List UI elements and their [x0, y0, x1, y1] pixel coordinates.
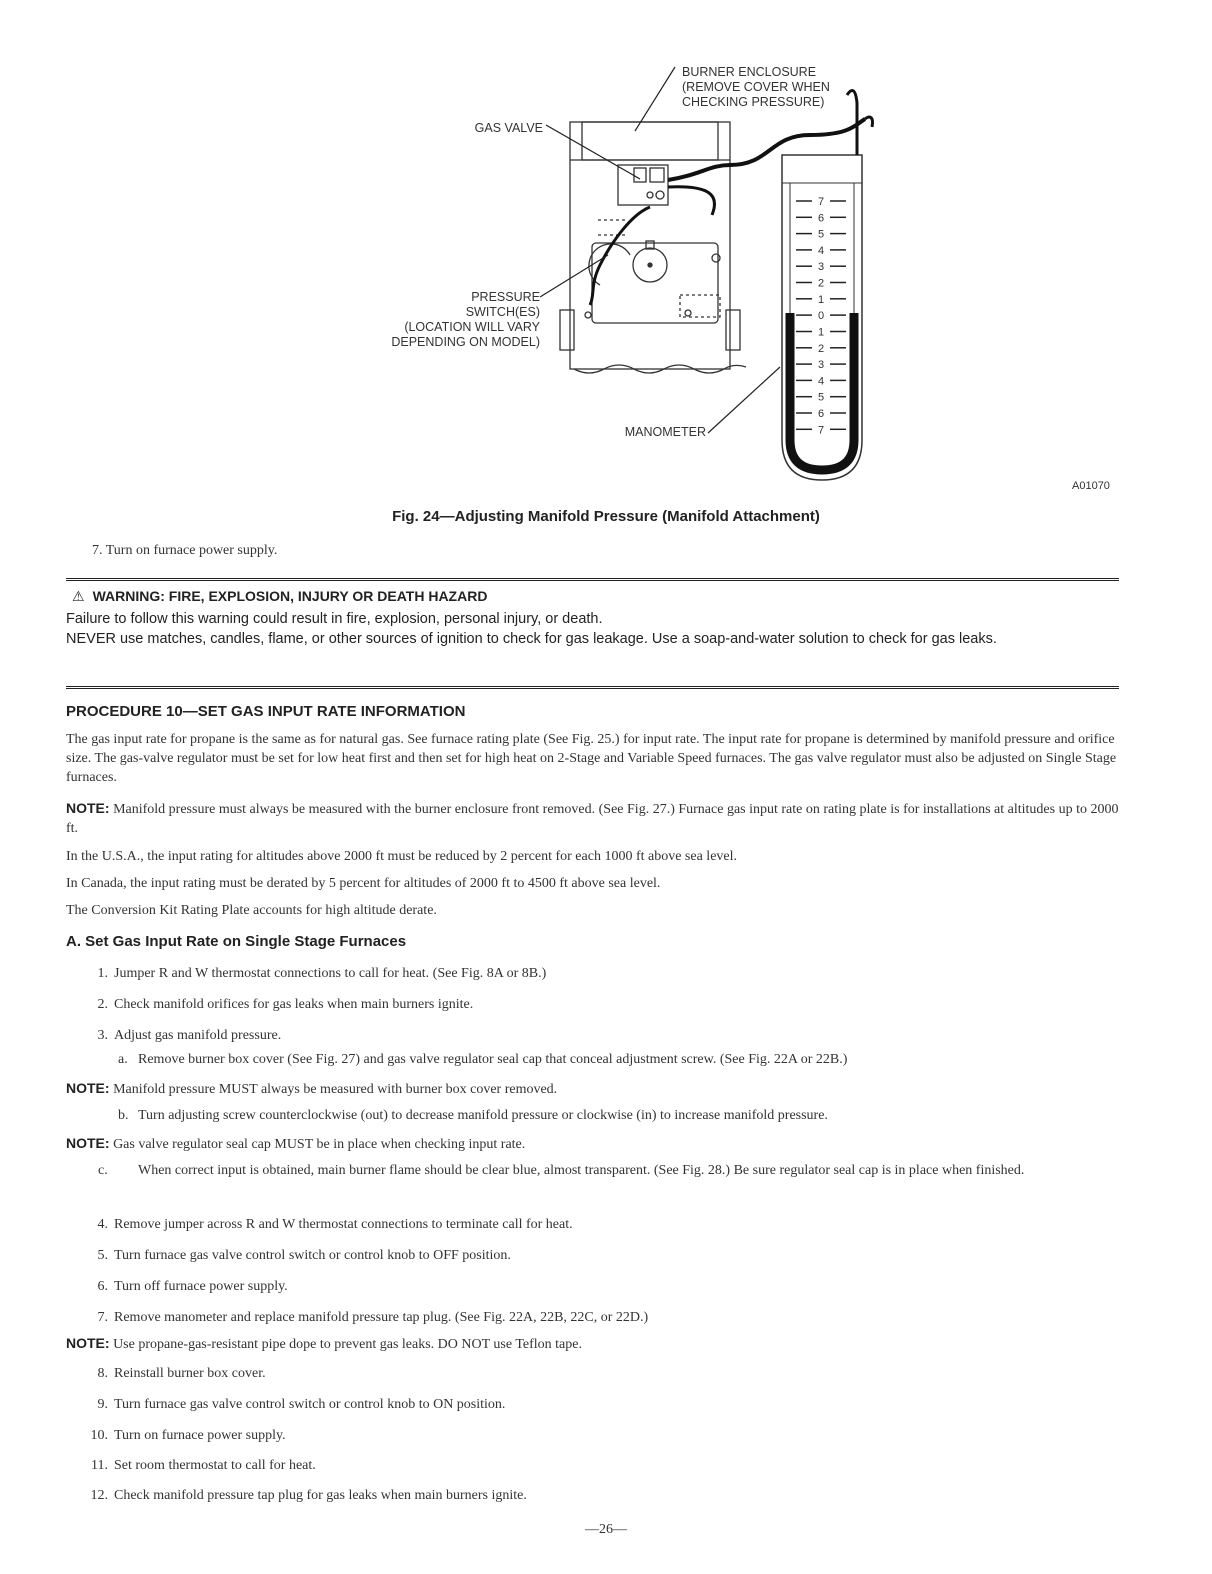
- sub-step-letter: c.: [98, 1163, 108, 1178]
- step-text: Jumper R and W thermostat connections to call for heat. (See Fig. 8A or 8B.): [114, 966, 547, 981]
- scale-lower-label: 7: [817, 424, 825, 437]
- warning-bottom-rule: [66, 686, 1119, 689]
- sub-step-c: [98, 1161, 1138, 1180]
- warning-line-1: Failure to follow this warning could result in fire, explosion, personal injury, or death.: [66, 611, 603, 627]
- step-number: 4.: [97, 1217, 108, 1232]
- step-text: Remove manometer and replace manifold pressure tap plug. (See Fig. 22A, 22B, 22C, or 22D.): [114, 1310, 649, 1325]
- scale-upper-label: 6: [817, 212, 825, 225]
- list-item: [86, 1277, 288, 1296]
- label-gas-valve: GAS VALVE: [474, 121, 543, 135]
- note-label: NOTE:: [66, 1335, 110, 1351]
- step-number: 5.: [97, 1248, 108, 1263]
- figure-id: A01070: [1072, 480, 1110, 492]
- label-pressure-switch-2: SWITCH(ES): [465, 305, 540, 319]
- step-text: Remove jumper across R and W thermostat connections to terminate call for heat.: [114, 1217, 573, 1232]
- note-label: NOTE:: [66, 1135, 110, 1151]
- step-text: Turn off furnace power supply.: [114, 1279, 288, 1294]
- warning-triangle-icon: ⚠: [72, 588, 85, 604]
- list-item: [86, 1215, 573, 1234]
- warning-title: [72, 588, 487, 605]
- warning-body: [66, 609, 1120, 649]
- step-number: 7.: [97, 1310, 108, 1325]
- list-item: [86, 1364, 266, 1383]
- note-4: [66, 1334, 582, 1354]
- switch-tube: [590, 207, 650, 305]
- sub-step-letter: b.: [118, 1108, 129, 1123]
- list-item: [86, 1486, 527, 1505]
- note-label: NOTE:: [66, 1080, 110, 1096]
- list-item: [86, 1426, 286, 1445]
- list-item: [86, 995, 473, 1014]
- list-item: [86, 1456, 316, 1475]
- list-item: [86, 1246, 511, 1265]
- sub-step-text: When correct input is obtained, main burner flame should be clear blue, almost transparent. (See Fig. 28.) Be sure regulator seal cap is in place when finished.: [138, 1163, 1025, 1178]
- note-3: [66, 1134, 525, 1154]
- sub-step-a: [118, 1050, 1118, 1069]
- step-number: 10.: [90, 1428, 108, 1443]
- scale-lower-label: 1: [817, 326, 825, 339]
- label-manometer: MANOMETER: [624, 425, 706, 439]
- scale-upper-label: 3: [817, 261, 825, 274]
- scale-lower-label: 6: [817, 408, 825, 420]
- section-a-title: A. Set Gas Input Rate on Single Stage Furnaces: [66, 933, 407, 950]
- step-text: Turn on furnace power supply.: [114, 1428, 286, 1443]
- sub-step-b: [118, 1106, 1118, 1125]
- procedure-note-1: [66, 799, 1120, 838]
- scale-upper-label: 1: [817, 293, 825, 306]
- scale-lower-label: 4: [817, 375, 825, 388]
- list-item: [86, 964, 546, 983]
- step-number: 6.: [97, 1279, 108, 1294]
- warning-title-text: WARNING: FIRE, EXPLOSION, INJURY OR DEATH HAZARD: [92, 588, 488, 604]
- step-number: 11.: [91, 1458, 108, 1473]
- note-text: Gas valve regulator seal cap MUST be in place when checking input rate.: [113, 1137, 526, 1152]
- step-text: Turn on furnace power supply.: [105, 543, 278, 558]
- sub-step-text: Turn adjusting screw counterclockwise (out) to decrease manifold pressure or clockwise (in) to increase manifold pressure.: [138, 1108, 828, 1123]
- label-burner-enclosure-3: CHECKING PRESSURE): [682, 95, 825, 109]
- procedure-paragraph-4: The Conversion Kit Rating Plate accounts for high altitude derate.: [66, 903, 437, 918]
- scale-lower-label: 5: [817, 391, 825, 404]
- manifold-pressure-figure: [350, 55, 1140, 495]
- scale-lower-label: 3: [817, 359, 825, 372]
- step-number: 8.: [97, 1366, 108, 1381]
- step-text: Adjust gas manifold pressure.: [114, 1028, 282, 1043]
- list-item: [86, 1395, 505, 1414]
- step-number: 7.: [92, 543, 103, 558]
- scale-upper-label: 7: [817, 196, 825, 208]
- figure-caption: Fig. 24—Adjusting Manifold Pressure (Manifold Attachment): [392, 508, 820, 525]
- step-number: 9.: [97, 1397, 108, 1412]
- label-pressure-switch-3: (LOCATION WILL VARY: [404, 320, 540, 334]
- note-label: NOTE:: [66, 800, 110, 816]
- label-burner-enclosure-2: (REMOVE COVER WHEN: [682, 80, 830, 94]
- step-text: Check manifold orifices for gas leaks when main burners ignite.: [114, 997, 474, 1012]
- list-item: [92, 541, 277, 560]
- list-item: [86, 1308, 648, 1327]
- sub-step-text: Remove burner box cover (See Fig. 27) and gas valve regulator seal cap that conceal adjustment screw. (See Fig. 22A or 22B.): [138, 1052, 848, 1067]
- procedure-title: PROCEDURE 10—SET GAS INPUT RATE INFORMATION: [66, 703, 466, 720]
- warning-line-2: NEVER use matches, candles, flame, or other sources of ignition to check for gas leakage. Use a soap-and-water solution to check for gas leaks.: [66, 631, 997, 647]
- step-text: Check manifold pressure tap plug for gas leaks when main burners ignite.: [114, 1488, 527, 1503]
- step-number: 2.: [97, 997, 108, 1012]
- step-text: Turn furnace gas valve control switch or control knob to ON position.: [114, 1397, 506, 1412]
- scale-lower-label: 2: [817, 342, 825, 355]
- step-number: 3.: [97, 1028, 108, 1043]
- note-text: Manifold pressure MUST always be measured with burner box cover removed.: [113, 1082, 558, 1097]
- step-number: 12.: [90, 1488, 108, 1503]
- scale-upper-label: 5: [817, 228, 825, 241]
- label-burner-enclosure-1: BURNER ENCLOSURE: [682, 65, 817, 79]
- scale-upper-label: 2: [817, 277, 825, 290]
- note-2: [66, 1079, 557, 1099]
- procedure-paragraph-3: In Canada, the input rating must be derated by 5 percent for altitudes of 2000 ft to 4500 ft above sea level.: [66, 876, 661, 891]
- warning-top-rule: [66, 578, 1119, 581]
- step-text: Reinstall burner box cover.: [114, 1366, 266, 1381]
- step-text: Turn furnace gas valve control switch or control knob to OFF position.: [114, 1248, 511, 1263]
- procedure-paragraph-1: The gas input rate for propane is the same as for natural gas. See furnace rating plate (See Fig. 25.) for input rate. The input rate for propane is determined by manifold pressure and orifice size. The gas-valve regulator must be set for low heat first and then set for high heat on 2-Stage and Variable Speed furnaces. The gas valve regulator must also be adjusted on Single Stage furnaces.: [66, 732, 1117, 785]
- label-pressure-switch-4: DEPENDING ON MODEL): [391, 335, 540, 349]
- list-item: [86, 1026, 281, 1045]
- page-number: —26—: [585, 1522, 627, 1537]
- step-number: 1.: [97, 966, 108, 981]
- label-pressure-switch-1: PRESSURE: [471, 290, 540, 304]
- furnace-drawing: [560, 122, 746, 373]
- note-text: Manifold pressure must always be measured with the burner enclosure front removed. (See Fig. 27.) Furnace gas input rate on rating plate is for installations at altitudes up to 2000 ft.: [66, 802, 1119, 836]
- scale-upper-label: 0: [817, 310, 825, 323]
- sub-step-letter: a.: [118, 1052, 128, 1067]
- note-text: Use propane-gas-resistant pipe dope to prevent gas leaks. DO NOT use Teflon tape.: [113, 1337, 582, 1352]
- scale-upper-label: 4: [817, 244, 825, 257]
- step-text: Set room thermostat to call for heat.: [114, 1458, 316, 1473]
- procedure-paragraph-2: In the U.S.A., the input rating for altitudes above 2000 ft must be reduced by 2 percent for each 1000 ft above sea level.: [66, 849, 738, 864]
